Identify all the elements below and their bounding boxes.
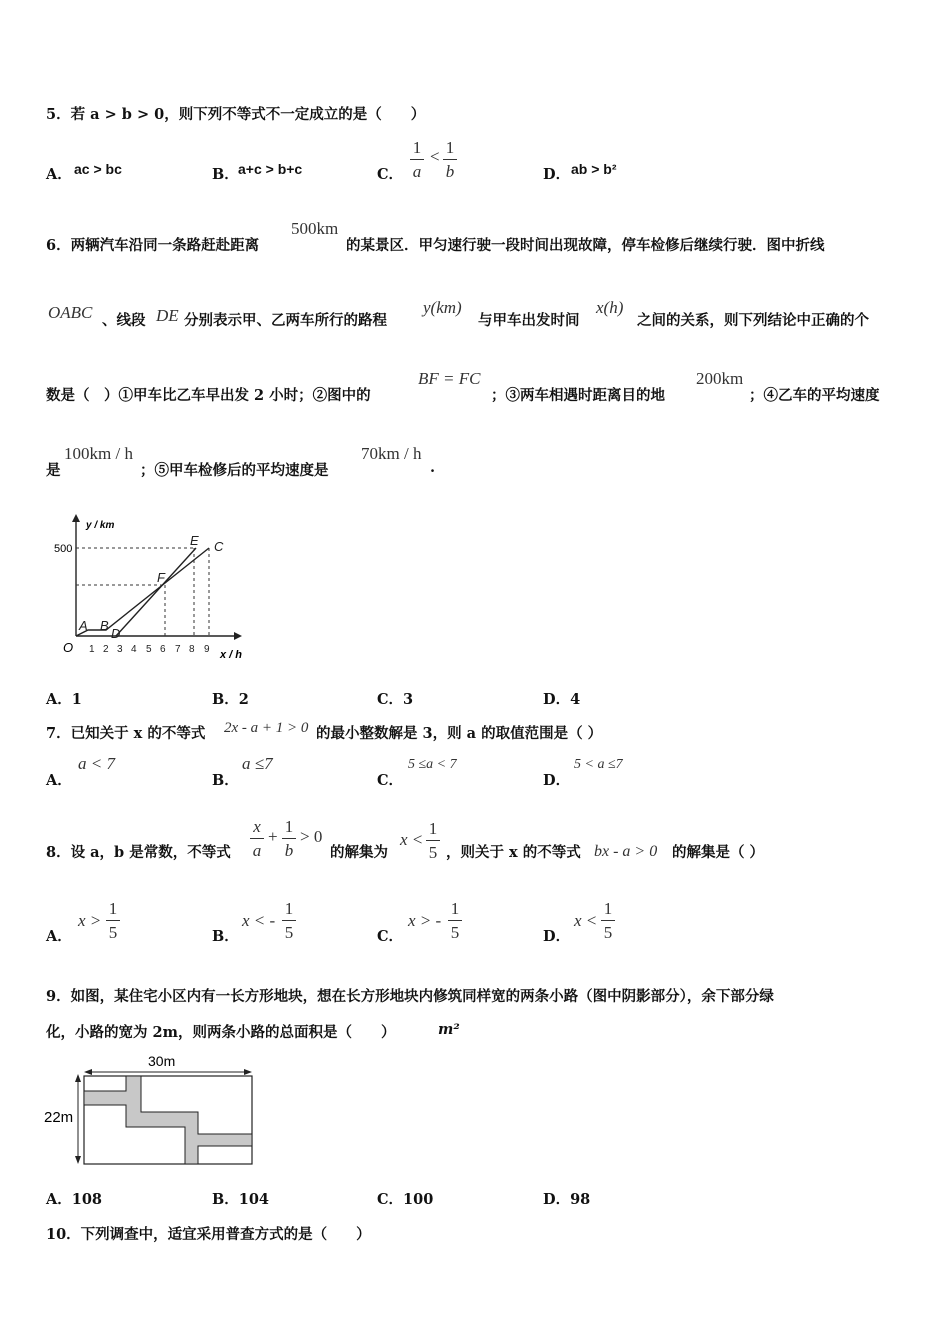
q8-option-c-x: x > - — [408, 911, 442, 930]
q8-option-b-x: x < - — [242, 911, 276, 930]
q9-rectangle-figure — [44, 1048, 260, 1172]
q8-stem-c: ，则关于 x 的不等式 — [446, 844, 581, 861]
q9-option-d: D．98 — [543, 1191, 591, 1208]
q6-line3a: 数是（ ）①甲车比乙车早出发 2 小时；②图中的 — [46, 387, 371, 404]
q6-line4-math2: 70km / h — [361, 444, 422, 463]
q9-line1: 9．如图，某住宅小区内有一长方形地块，想在长方形地块内修筑同样宽的两条小路（图中阴影部分），余下部分绿 — [46, 988, 774, 1005]
q6-option-a: A．1 — [46, 691, 82, 708]
q6-graph-xtick: 8 — [189, 644, 195, 655]
q5-option-d-label: D． — [543, 166, 571, 183]
q6-graph-ylabel: y / km — [86, 520, 115, 531]
q5-option-b-label: B． — [212, 166, 239, 183]
q8-option-b-label: B． — [212, 928, 239, 945]
q5-option-b: a+c > b+c — [238, 161, 303, 177]
q6-line3b: ；③两车相遇时距离目的地 — [491, 387, 665, 404]
q6-graph-xtick: 3 — [117, 644, 123, 655]
q6-line3-math2: 200km — [696, 369, 744, 388]
q8-stem-d: 的解集是（ ） — [672, 844, 765, 861]
q7-option-b: a ≤7 — [242, 754, 273, 773]
q5-option-c-label: C． — [377, 166, 404, 183]
q6-line3-math1: BF = FC — [418, 369, 481, 388]
q6-line4-math1: 100km / h — [64, 444, 133, 463]
q6-line2-math2: DE — [156, 306, 179, 325]
q6-line4c: . — [430, 459, 436, 476]
q7-stem-b: 的最小整数解是 3，则 a 的取值范围是（ ） — [316, 725, 603, 742]
q6-graph-point-b: B — [100, 618, 109, 633]
q8-option-d-x: x < — [574, 911, 598, 930]
q7-option-a-label: A． — [46, 772, 72, 789]
q5-option-a: ac > bc — [74, 161, 122, 177]
q8-option-a-label: A． — [46, 928, 72, 945]
q8-stem-inequality: bx - a > 0 — [594, 843, 658, 860]
q6-line2c: 与甲车出发时间 — [478, 312, 580, 329]
q6-distance-time-graph — [48, 512, 248, 662]
q6-line2b: 分别表示甲、乙两车所行的路程 — [184, 312, 387, 329]
q6-line2-math3: y(km) — [423, 298, 462, 317]
q7-stem-a: 7．已知关于 x 的不等式 — [46, 725, 206, 742]
q8-solution-x: x < — [400, 830, 424, 849]
q6-line2d: 之间的关系，则下列结论中正确的个 — [637, 312, 869, 329]
q9-figure-height-label: 22m — [44, 1109, 74, 1126]
q8-option-b-frac: 1 5 — [282, 900, 296, 941]
q6-graph-xlabel: x / h — [220, 649, 243, 661]
q8-option-c-frac: 1 5 — [448, 900, 462, 941]
q8-option-c-label: C． — [377, 928, 404, 945]
q6-graph-xtick: 4 — [131, 644, 137, 655]
q7-option-c-label: C． — [377, 772, 404, 789]
q6-graph-point-d: D — [111, 626, 121, 641]
q7-option-a: a < 7 — [78, 754, 115, 773]
q6-line1-math: 500km — [291, 219, 339, 238]
q6-option-c: C．3 — [377, 691, 414, 708]
q6-line2a: 、线段 — [102, 312, 146, 329]
q10-stem: 10．下列调查中，适宜采用普查方式的是（ ） — [46, 1226, 371, 1243]
q9-line2: 化，小路的宽为 2m，则两条小路的总面积是（ ） — [46, 1024, 396, 1041]
q5-option-c-frac1: 1 a — [410, 139, 424, 180]
q6-line2-math1: OABC — [48, 303, 93, 322]
q8-option-d-frac: 1 5 — [601, 900, 615, 941]
q6-graph-xtick: 2 — [103, 644, 109, 655]
q7-option-d: 5 < a ≤7 — [574, 757, 623, 772]
q5-option-d: ab > b² — [571, 161, 617, 177]
q7-option-b-label: B． — [212, 772, 239, 789]
q5-option-c-frac2: 1 b — [443, 139, 457, 180]
q8-option-a-x: x > — [78, 911, 102, 930]
q8-stem-plus: + — [268, 827, 278, 846]
q6-line1a: 6．两辆汽车沿同一条路赶赴距离 — [46, 237, 260, 254]
q9-option-c: C．100 — [377, 1191, 434, 1208]
q5-stem: 5．若 a > b > 0，则下列不等式不一定成立的是（ ） — [46, 106, 426, 123]
q6-graph-point-f: F — [157, 570, 165, 585]
q8-stem-frac-x-over-a: x a — [250, 818, 264, 859]
q6-line3c: ；④乙车的平均速度 — [749, 387, 880, 404]
q9-option-a: A．108 — [46, 1191, 103, 1208]
q6-option-b: B．2 — [212, 691, 249, 708]
q9-line2-unit: m² — [438, 1021, 460, 1038]
q6-graph-xtick: 9 — [204, 644, 210, 655]
q6-graph-point-c: C — [214, 539, 224, 554]
q8-option-a-frac: 1 5 — [106, 900, 120, 941]
q5-option-c-op: < — [430, 147, 440, 166]
q8-option-d-label: D． — [543, 928, 571, 945]
q8-stem-b: 的解集为 — [330, 844, 388, 861]
q6-line4a: 是 — [46, 462, 61, 479]
q7-stem-math: 2x - a + 1 > 0 — [224, 720, 309, 736]
q6-graph-xtick: 5 — [146, 644, 152, 655]
q8-stem-frac-1-over-b: 1 b — [282, 818, 296, 859]
q6-line4b: ；⑤甲车检修后的平均速度是 — [140, 462, 329, 479]
q6-graph-xtick: 1 — [89, 644, 95, 655]
q8-stem-gt0: > 0 — [300, 827, 323, 846]
q9-figure-width-label: 30m — [148, 1053, 176, 1069]
q6-graph-xtick: 7 — [175, 644, 181, 655]
q6-graph-xtick: 6 — [160, 644, 166, 655]
q6-graph-y500: 500 — [54, 543, 73, 555]
q6-option-d: D．4 — [543, 691, 581, 708]
q6-graph-origin: O — [63, 640, 74, 655]
q5-option-a-label: A． — [46, 166, 72, 183]
q6-graph-point-e: E — [190, 533, 199, 548]
q6-line1b: 的某景区．甲匀速行驶一段时间出现故障，停车检修后继续行驶．图中折线 — [346, 237, 825, 254]
q8-solution-frac: 1 5 — [426, 820, 440, 861]
q7-option-d-label: D． — [543, 772, 571, 789]
q8-stem-a: 8．设 a，b 是常数，不等式 — [46, 844, 231, 861]
q7-option-c: 5 ≤a < 7 — [408, 757, 457, 772]
q9-option-b: B．104 — [212, 1191, 270, 1208]
q6-line2-math4: x(h) — [596, 298, 624, 317]
q6-graph-point-a: A — [79, 618, 88, 633]
